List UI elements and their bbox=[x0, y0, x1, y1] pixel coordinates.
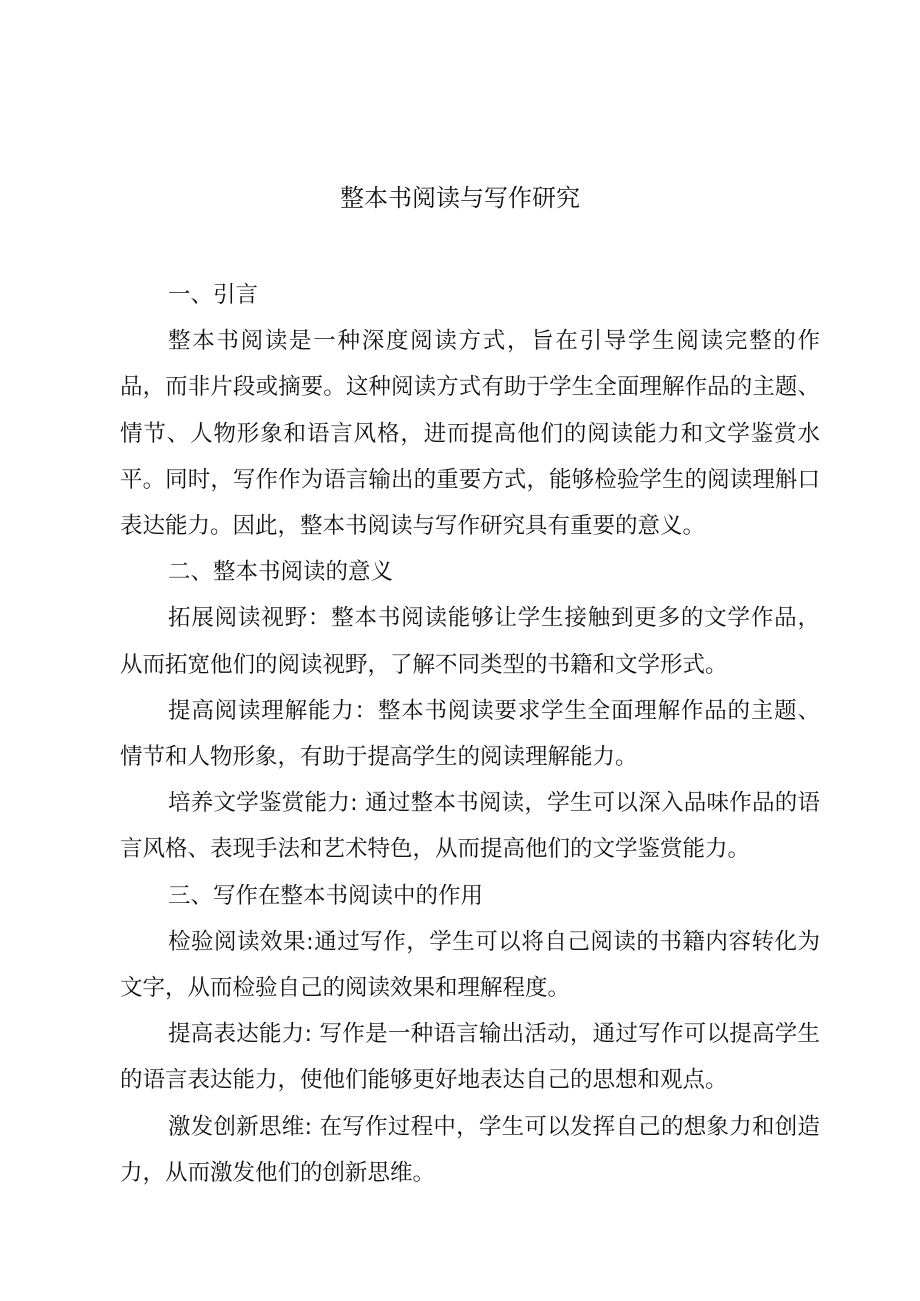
paragraph-literary-appreciation: 培养文学鉴赏能力: 通过整本书阅读，学生可以深入品味作品的语言风格、表现手法和艺术特色，从而提高他们的文学鉴赏能力。 bbox=[120, 790, 820, 863]
section-heading-introduction: 一、引言 bbox=[168, 282, 259, 308]
section-heading-significance: 二、整本书阅读的意义 bbox=[168, 559, 394, 586]
paragraph-improve-expression: 提高表达能力: 写作是一种语言输出活动，通过写作可以提高学生的语言表达能力，使他们能够更好地表达自己的思想和观点。 bbox=[120, 1021, 820, 1094]
paragraph-verify-reading: 检验阅读效果:通过写作，学生可以将自己阅读的书籍内容转化为文字，从而检验自己的阅读效果和理解程度。 bbox=[120, 928, 820, 1002]
document-body bbox=[120, 272, 820, 1196]
section-heading-writing-role: 三、写作在整本书阅读中的作用 bbox=[168, 882, 484, 909]
paragraph-expand-vision: 拓展阅读视野：整本书阅读能够让学生接触到更多的文学作品，从而拓宽他们的阅读视野，了解不同类型的书籍和文学形式。 bbox=[120, 605, 820, 678]
document-title: 整本书阅读与写作研究 bbox=[340, 184, 580, 212]
paragraph-improve-comprehension: 提高阅读理解能力：整本书阅读要求学生全面理解作品的主题、情节和人物形象，有助于提高学生的阅读理解能力。 bbox=[120, 697, 820, 771]
paragraph-introduction: 整本书阅读是一种深度阅读方式，旨在引导学生阅读完整的作品，而非片段或摘要。这种阅读方式有助于学生全面理解作品的主题、情节、人物形象和语言风格，进而提高他们的阅读能力和文学鉴赏水平。同时，写作作为语言输出的重要方式，能够检验学生的阅读理斛口表达能力。因此，整本书阅读与写作研究具有重要的意义。 bbox=[120, 328, 820, 540]
paragraph-innovative-thinking: 激发创新思维: 在写作过程中，学生可以发挥自己的想象力和创造力，从而激发他们的创新思维。 bbox=[120, 1113, 820, 1186]
